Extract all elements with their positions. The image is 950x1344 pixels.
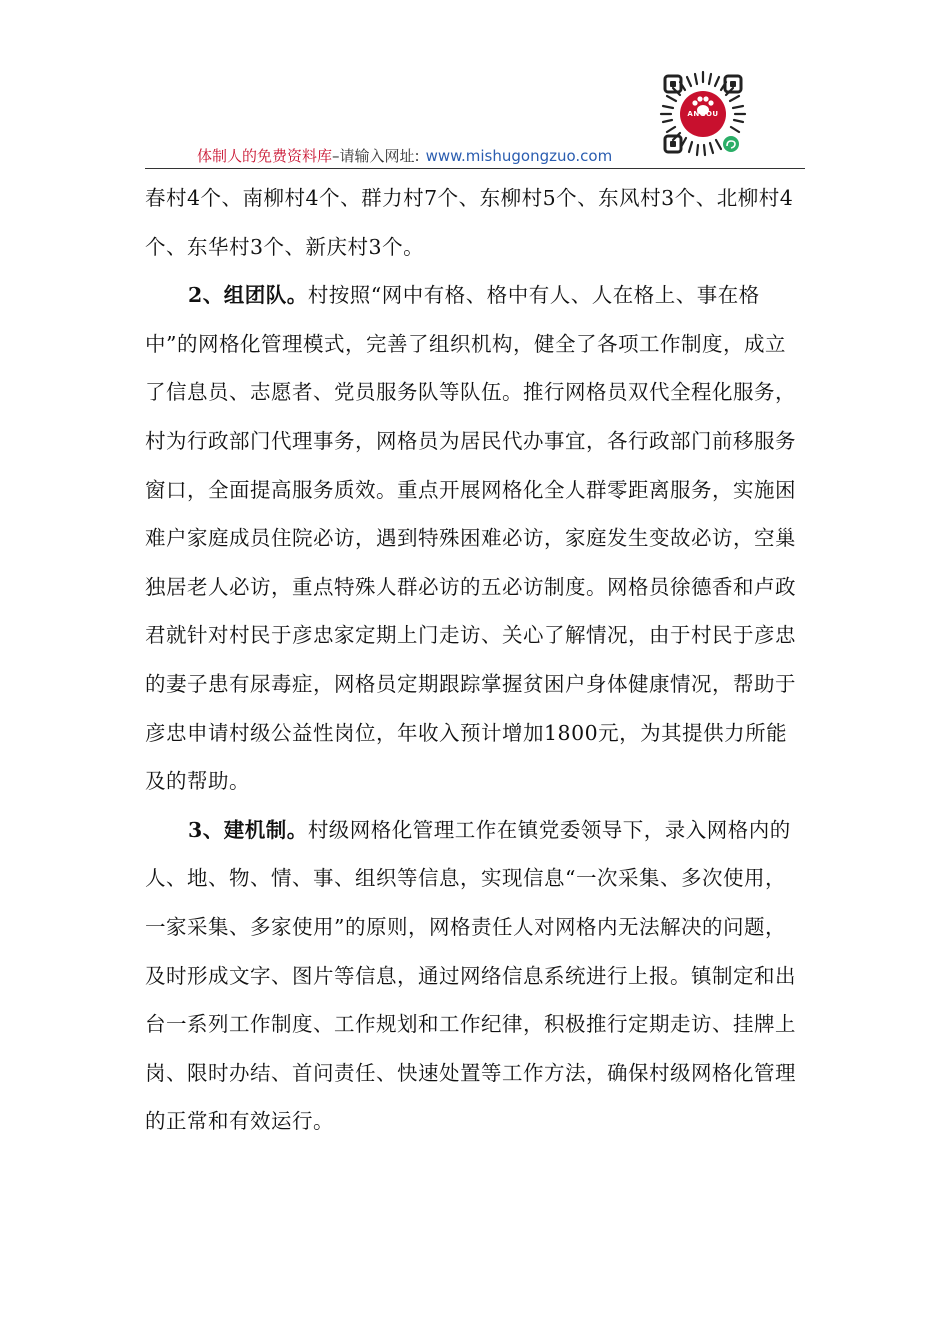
qr-code-icon xyxy=(655,66,751,162)
header-brand-name: 体制人的免费资料库 xyxy=(197,147,333,165)
paragraph-team-heading: 2、组团队。 xyxy=(188,283,308,308)
paragraph-team xyxy=(145,271,805,806)
qr-badge-text: ANGOU xyxy=(687,110,719,118)
paragraph-team-text: 村按照“网中有格、格中有人、人在格上、事在格中”的网格化管理模式，完善了组织机构，健全了各项工作制度，成立了信息员、志愿者、党员服务队等队伍。推行网格员双代全程化服务，村为行政部门代理事务，网格员为居民代办事宜，各行政部门前移服务窗口，全面提高服务质效。重点开展网格化全人群零距离服务，实施困难户家庭成员住院必访，遇到特殊困难必访，家庭发生变故必访，空巢独居老人必访，重点特殊人群必访的五必访制度。网格员徐德香和卢政君就针对村民于彦忠家定期上门走访、关心了解情况，由于村民于彦忠的妻子患有尿毒症，网格员定期跟踪掌握贫困户身体健康情况，帮助于彦忠申请村级公益性岗位，年收入预计增加1800元，为其提供力所能及的帮助。 xyxy=(145,283,796,794)
paragraph-continuation: 春村4个、南柳村4个、群力村7个、东柳村5个、东风村3个、北柳村4个、东华村3个、新庆村3个。 xyxy=(145,186,794,259)
mini-program-icon xyxy=(723,136,739,152)
document-body xyxy=(145,174,805,1146)
paragraph-mechanism-heading: 3、建机制。 xyxy=(188,817,308,842)
header-prompt: –请输入网址: xyxy=(332,147,420,165)
paragraph-mechanism-text: 村级网格化管理工作在镇党委领导下，录入网格内的人、地、物、情、事、组织等信息，实现信息“一次采集、多次使用，一家采集、多家使用”的原则，网格责任人对网格内无法解决的问题，及时形成文字、图片等信息，通过网络信息系统进行上报。镇制定和出台一系列工作制度、工作规划和工作纪律，积极推行定期走访、挂牌上岗、限时办结、首问责任、快速处置等工作方法，确保村级网格化管理的正常和有效运行。 xyxy=(145,817,796,1134)
header-url-link[interactable]: www.mishugongzuo.com xyxy=(425,147,613,165)
paragraph-mechanism xyxy=(145,806,805,1146)
header-banner xyxy=(197,146,612,166)
